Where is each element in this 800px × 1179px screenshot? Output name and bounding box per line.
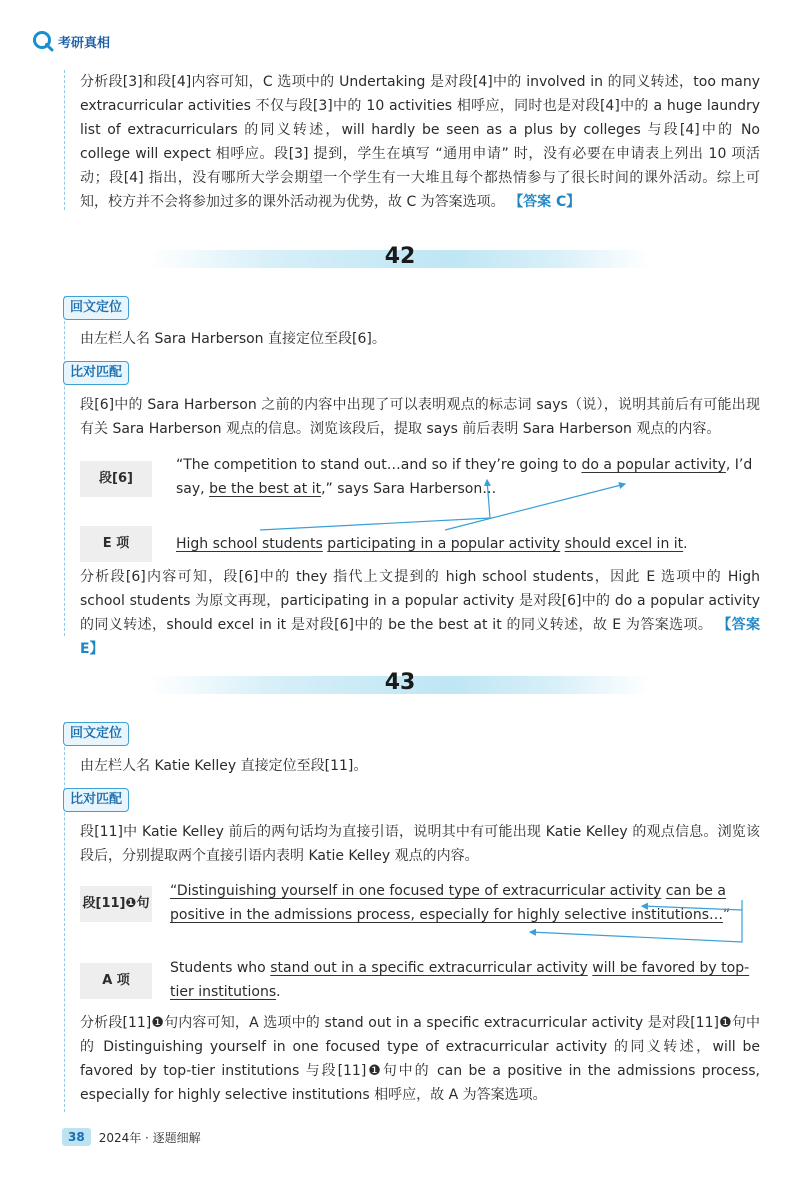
option-highlight-1: High school students <box>176 536 323 552</box>
option-text: High school students participating in a popular activity should excel in it. <box>176 536 688 552</box>
compare-text: 段[6]中的 Sara Harberson 之前的内容中出现了可以表明观点的标志词 says（说），说明其前后有可能出现有关 Sara Harberson 观点的信息。浏览该段后，提取 says 前后表明 Sara Harberson 观点的内容。 <box>80 397 760 437</box>
question-number: 42 <box>384 244 416 269</box>
arrow-q42-2 <box>445 484 625 530</box>
locate-text: 由左栏人名 Sara Harberson 直接定位至段[6]。 <box>80 331 386 347</box>
tag-compare: 比对匹配 <box>63 788 129 812</box>
option-highlight-3: should excel in it <box>564 536 684 552</box>
option-highlight-1: stand out in a specific extracurricular activity <box>270 960 588 976</box>
q43-analysis: 分析段[11]❶句内容可知，A 选项中的 stand out in a specific extracurricular activity 是对段[11]❶句中的 Distinguishing yourself in one focused type of extracurricular activity 的同义转述，will be favored by top-tier institutions 与段[11]❶句中的 can be a positive in the admissions process, especially for highly selective institutions 相呼应，故 A 为答案选项。 <box>80 1015 760 1103</box>
arrow-q42-1 <box>260 480 490 530</box>
top-analysis: 分析段[3]和段[4]内容可知，C 选项中的 Undertaking 是对段[4]中的 involved in 的同义转述，too many extracurricular activities 不仅与段[3]中的 10 activities 相呼应，同时也是对段[4]中的 a huge laundry list of extracurriculars 的同义转述，will hardly be seen as a plus by colleges 与段[4]中的 No college will expect 相呼应。段[3] 提到，学生在填写 “通用申请” 时，没有必要在申请表上列出 10 项活动；段[4] 指出，没有哪所大学会期望一个学生有一大堆且每个都热情参与了很长时间的课外活动。综上可知，校方并不会将参加过多的课外活动视为优势，故 C 为答案选项。 【答案 C】 <box>80 74 760 210</box>
quote-highlight-2: can be a positive in the admissions process, especially for highly selective institutions… <box>170 883 726 923</box>
answer-c: 【答案 C】 <box>509 194 581 210</box>
quote-text: “The competition to stand out…and so if they’re going to do a popular activity, I’d say, be the best at it,” says Sara Harberson… <box>176 457 753 497</box>
q42-analysis: 分析段[6]内容可知，段[6]中的 they 指代上文提到的 high school students，因此 E 选项中的 High school students 为原文再现，participating in a popular activity 是对段[6]中的 do a popular activity 的同义转述，should excel in it 是对段[6]中的 be the best at it 的同义转述，故 E 为答案选项。 【答案 E】 <box>80 569 761 657</box>
option-label: E 项 <box>80 526 152 562</box>
tag-locate: 回文定位 <box>63 722 129 746</box>
page-number: 38 <box>62 1128 91 1146</box>
footer-text: 2024年 · 逐题细解 <box>98 1130 201 1145</box>
option-highlight-2: participating in a popular activity <box>327 536 561 552</box>
quote-highlight-1: “Distinguishing yourself in one focused type of extracurricular activity <box>170 883 662 899</box>
paragraph-label: 段[6] <box>80 461 152 497</box>
quote-text: “Distinguishing yourself in one focused type of extracurricular activity can be a positive in the admissions process, especially for highly selective institutions…” <box>170 883 731 923</box>
compare-text: 段[11]中 Katie Kelley 前后的两句话均为直接引语，说明其中有可能出现 Katie Kelley 的观点信息。浏览该段后，分别提取两个直接引语内表明 Katie Kelley 观点的内容。 <box>80 824 760 864</box>
option-text: Students who stand out in a specific extracurricular activity will be favored by top-tier institutions. <box>170 960 750 1000</box>
brand-title: 考研真相 <box>58 35 111 51</box>
tag-locate: 回文定位 <box>63 296 129 320</box>
quote-highlight-1: do a popular activity <box>581 457 726 473</box>
answer-e: 【答案 E】 <box>80 617 761 657</box>
tag-compare: 比对匹配 <box>63 361 129 385</box>
locate-text: 由左栏人名 Katie Kelley 直接定位至段[11]。 <box>80 758 368 774</box>
arrow-q43-2 <box>642 906 742 910</box>
footer <box>62 1128 201 1146</box>
quote-highlight-2: be the best at it <box>209 481 322 497</box>
arrow-q43-1 <box>530 900 742 942</box>
paragraph-label: 段[11]❶句 <box>80 886 152 922</box>
question-number: 43 <box>384 670 416 695</box>
option-highlight-2: will be favored by top-tier institutions <box>170 960 750 1000</box>
option-label: A 项 <box>80 963 152 999</box>
